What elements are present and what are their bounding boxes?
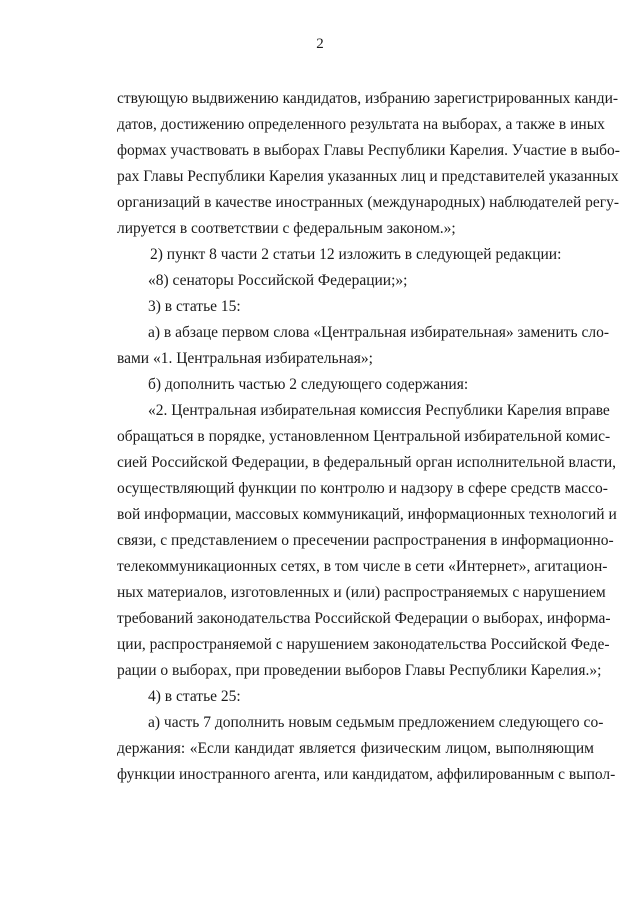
text-line: а) часть 7 дополнить новым седьмым предложением следующего со- [148,714,604,731]
text-line: а) в абзаце первом слова «Центральная избирательная» заменить сло- [148,324,610,341]
page-number: 2 [316,36,324,52]
text-line: рах Главы Республики Карелия указанных лиц и представителей указанных [117,168,619,185]
text-line: 2) пункт 8 части 2 статьи 12 изложить в следующей редакции: [150,246,562,263]
text-line: организаций в качестве иностранных (международных) наблюдателей регу- [117,194,620,211]
text-line: «8) сенаторы Российской Федерации;»; [148,272,408,289]
text-line: осуществляющий функции по контролю и надзору в сфере средств массо- [117,480,608,497]
text-line: ствующую выдвижению кандидатов, избранию зарегистрированных канди- [117,90,619,107]
text-line: рации о выборах, при проведении выборов Главы Республики Карелия.»; [117,662,602,679]
text-line: вой информации, массовых коммуникаций, информационных технологий и [117,506,617,523]
text-line: 3) в статье 15: [148,298,241,315]
text-line: ных материалов, изготовленных и (или) распространяемых с нарушением [117,584,606,601]
text-line: датов, достижению определенного результата на выборах, а также в иных [117,116,605,133]
text-line: ции, распространяемой с нарушением законодательства Российской Феде- [117,636,610,653]
text-line: сией Российской Федерации, в федеральный орган исполнительной власти, [117,454,617,471]
text-line: б) дополнить частью 2 следующего содержания: [148,376,469,393]
text-line: обращаться в порядке, установленном Центральной избирательной комис- [117,428,611,445]
text-line: 4) в статье 25: [148,688,241,705]
text-line: требований законодательства Российской Федерации о выборах, информа- [117,610,611,627]
text-line: формах участвовать в выборах Главы Республики Карелия. Участие в выбо- [117,142,620,159]
text-line: связи, с представлением о пресечении распространения в информационно- [117,532,614,549]
document-body [117,86,620,788]
text-line: лируется в соответствии с федеральным законом.»; [117,220,456,237]
text-line: «2. Центральная избирательная комиссия Республики Карелия вправе [148,402,610,419]
text-line: телекоммуникационных сетях, в том числе в сети «Интернет», агитацион- [117,558,608,575]
text-line: функции иностранного агента, или кандидатом, аффилированным с выпол- [117,766,616,783]
text-line: вами «1. Центральная избирательная»; [117,350,373,367]
text-line: держания: «Если кандидат является физическим лицом, выполняющим [117,740,594,757]
